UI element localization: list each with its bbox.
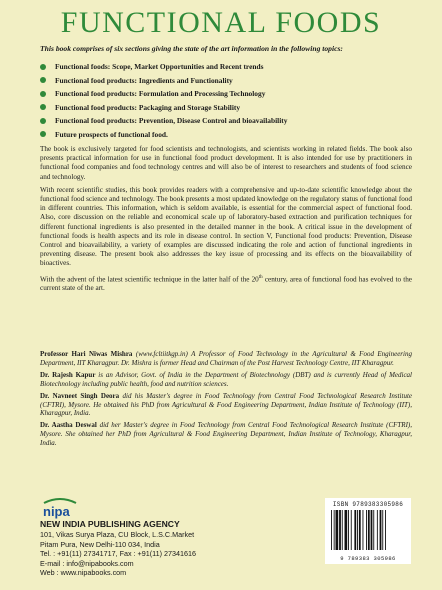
intro-line: This book comprises of six sections giving the state of the art information in the following topics: <box>40 44 343 53</box>
author-name: Dr. Aastha Deswal <box>40 421 97 430</box>
bullet-icon <box>40 118 46 124</box>
description-paragraph-last: With the advent of the latest scientific technique in the latter half of the 20th century, area of functional food has evolved to the current state of the art. <box>40 274 412 293</box>
isbn-barcode <box>325 498 411 564</box>
description-paragraph: The book is exclusively targeted for food scientists and technologists, and scientists working in related fields. The book also presents practical information for use in functional food product development. It is also intended for use by practitioners in functional food companies and food technology centres and will also be of interest to researchers and students of food science and technology. <box>40 145 412 181</box>
publisher-address-line: Pitam Pura, New Delhi-110 034, India <box>40 539 160 549</box>
topic-item: Functional food products: Prevention, Disease Control and bioavailability <box>40 114 412 128</box>
author-bio <box>40 350 412 368</box>
author-bio <box>40 392 412 419</box>
author-text: did her Master's degree in Food Technology from Central Food Technological Research Institute (CFTRI), Mysore. She obtained her PhD from Agricultural & Food Engineering Department, Indian Institute of Technology, Kharagpur, India. <box>40 421 412 448</box>
publisher-phone: Tel. : +91(11) 27341717, Fax : +91(11) 27341616 <box>40 549 196 559</box>
topic-item: Functional food products: Ingredients and Functionality <box>40 74 412 88</box>
bullet-icon <box>40 91 46 97</box>
book-title: FUNCTIONAL FOODS <box>60 6 382 39</box>
bullet-icon <box>40 131 46 137</box>
author-text: did his Master's degree in Food Technology from Central Food Technological Research Institute (CFTRI), Mysore. He obtained his PhD from Agricultural & Food Engineering Department, Indian Institute of Technology (IIT), Kharagpur, India. <box>40 391 413 418</box>
author-name: Professor Hari Niwas Mishra <box>40 350 133 358</box>
barcode-number: 9 789383 305986 <box>340 555 396 562</box>
topic-item: Functional foods: Scope, Market Opportunities and Recent trends <box>40 60 412 74</box>
author-bios <box>40 350 412 451</box>
publisher-logo-icon <box>40 497 80 519</box>
author-bio <box>40 371 412 389</box>
bullet-icon <box>40 64 46 70</box>
publisher-web: Web : www.nipabooks.com <box>40 568 127 578</box>
topic-list <box>40 60 412 141</box>
publisher-name: NEW INDIA PUBLISHING AGENCY <box>40 519 180 529</box>
topic-item: Functional food products: Packaging and Storage Stability <box>40 101 412 115</box>
publisher-info <box>40 519 300 578</box>
author-name: Dr. Navneet Singh Deora <box>40 391 120 400</box>
barcode-icon <box>329 510 407 550</box>
description-paragraph: With recent scientific studies, this book provides readers with a comprehensive and up-to-date scientific knowledge about the functional food science and technology. The book presents a most updated knowledge on the regulatory status of functional food in different countries. This information, which is seldom available, is essential for the commercial aspect of functional food. Also, core discussion on the reliable and economical scale up of laboratory-based extraction and purification techniques for different functional ingredients is also presented in the detailed manner in the book. A critical issue in the development of functional foods is health aspects and its role in disease control. In section V, Functional food products: Prevention, Disease Control and bioavailability, a variety of examples are discussed indicating the role and action of functional ingredients in preventing disease. The present book also addresses the key issue of processing and its effects on the bioavailability of bioactives. <box>40 185 412 268</box>
topic-item: Functional food products: Formulation and Processing Technology <box>40 87 412 101</box>
publisher-address-line: 101, Vikas Surya Plaza, CU Block, L.S.C.Market <box>40 530 195 539</box>
author-bio <box>40 421 412 448</box>
isbn-label: ISBN 9789383305986 <box>332 501 404 508</box>
topic-item: Future prospects of functional food. <box>40 128 412 142</box>
author-text: (www.fcltiitkgp.in) A Professor of Food Technology in the Agricultural & Food Engineering Department, IIT Kharagpur. Dr. Mishra is former Head and Chairman of the Post Harvest Technology Centre, IIT Kharagpur. <box>40 350 412 367</box>
description <box>40 145 412 297</box>
author-name: Dr. Rajesh Kapur <box>40 370 96 379</box>
publisher-email: E-mail : info@nipabooks.com <box>40 558 134 568</box>
bullet-icon <box>40 77 46 83</box>
author-text: is an Advisor, Govt. of India in the Department of Biotechnology (DBT) and is currently Head of Medical Biotechnology including public health, food and nutrition sciences. <box>40 370 412 388</box>
svg-text:nipa: nipa <box>43 504 70 519</box>
bullet-icon <box>40 104 46 110</box>
